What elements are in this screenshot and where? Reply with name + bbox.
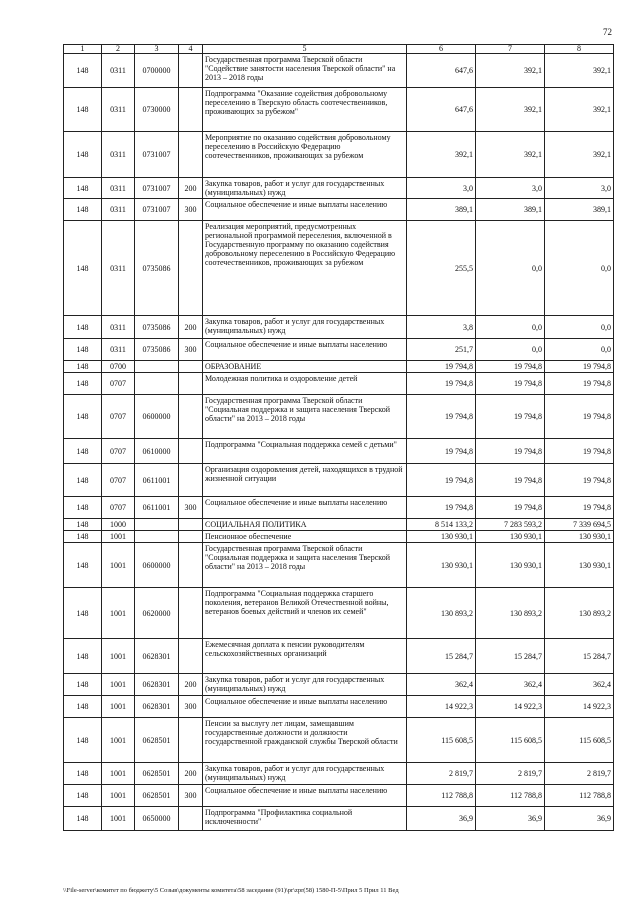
grbs-code-cell: 148	[64, 588, 102, 639]
expense-type-cell	[179, 464, 203, 497]
amount-2016-cell: 389,1	[407, 199, 476, 221]
amount-2018-cell: 392,1	[545, 132, 614, 178]
amount-2018-cell: 130 930,1	[545, 543, 614, 588]
table-row	[64, 54, 614, 88]
amount-2016-cell: 19 794,8	[407, 361, 476, 373]
section-code-cell: 1001	[102, 696, 135, 718]
section-code-cell: 1001	[102, 674, 135, 696]
expense-type-cell: 300	[179, 199, 203, 221]
amount-2018-cell: 2 819,7	[545, 763, 614, 785]
expense-type-cell	[179, 588, 203, 639]
item-name-cell: Ежемесячная доплата к пенсии руководителям сельскохозяйственных организаций	[203, 639, 407, 674]
target-article-cell: 0610000	[135, 439, 179, 464]
amount-2018-cell: 19 794,8	[545, 497, 614, 519]
expense-type-cell	[179, 132, 203, 178]
amount-2017-cell: 130 893,2	[476, 588, 545, 639]
grbs-code-cell: 148	[64, 531, 102, 543]
table-row	[64, 88, 614, 132]
amount-2016-cell: 3,0	[407, 178, 476, 199]
grbs-code-cell: 148	[64, 178, 102, 199]
amount-2017-cell: 0,0	[476, 339, 545, 361]
grbs-code-cell: 148	[64, 696, 102, 718]
amount-2018-cell: 19 794,8	[545, 395, 614, 439]
amount-2018-cell: 36,9	[545, 807, 614, 831]
grbs-code-cell: 148	[64, 316, 102, 339]
target-article-cell	[135, 373, 179, 395]
section-code-cell: 1001	[102, 531, 135, 543]
item-name-cell: Подпрограмма "Профилактика социальной исключенности"	[203, 807, 407, 831]
expense-type-cell: 300	[179, 785, 203, 807]
item-name-cell: Подпрограмма "Социальная поддержка семей с детьми"	[203, 439, 407, 464]
grbs-code-cell: 148	[64, 373, 102, 395]
target-article-cell: 0600000	[135, 395, 179, 439]
target-article-cell: 0628501	[135, 718, 179, 763]
expense-type-cell	[179, 373, 203, 395]
expense-type-cell	[179, 543, 203, 588]
table-row	[64, 543, 614, 588]
amount-2018-cell: 19 794,8	[545, 361, 614, 373]
section-code-cell: 1001	[102, 807, 135, 831]
header-cell: 6	[407, 45, 476, 54]
table-row	[64, 361, 614, 373]
target-article-cell: 0731007	[135, 132, 179, 178]
amount-2016-cell: 647,6	[407, 54, 476, 88]
table-row	[64, 519, 614, 531]
amount-2016-cell: 392,1	[407, 132, 476, 178]
item-name-cell: Закупка товаров, работ и услуг для государственных (муниципальных) нужд	[203, 178, 407, 199]
amount-2016-cell: 36,9	[407, 807, 476, 831]
header-cell: 4	[179, 45, 203, 54]
table-row	[64, 588, 614, 639]
item-name-cell: Социальное обеспечение и иные выплаты населению	[203, 785, 407, 807]
header-cell: 7	[476, 45, 545, 54]
amount-2016-cell: 130 930,1	[407, 531, 476, 543]
amount-2018-cell: 115 608,5	[545, 718, 614, 763]
section-code-cell: 1001	[102, 588, 135, 639]
amount-2018-cell: 0,0	[545, 316, 614, 339]
amount-2016-cell: 15 284,7	[407, 639, 476, 674]
header-cell: 1	[64, 45, 102, 54]
section-code-cell: 0707	[102, 439, 135, 464]
expense-type-cell: 200	[179, 178, 203, 199]
item-name-cell: Подпрограмма "Оказание содействия добровольному переселению в Тверскую область соотечественников, проживающих за рубежом"	[203, 88, 407, 132]
amount-2018-cell: 392,1	[545, 88, 614, 132]
item-name-cell: Молодежная политика и оздоровление детей	[203, 373, 407, 395]
item-name-cell: Государственная программа Тверской области "Содействие занятости населения Тверской области" на 2013 – 2018 годы	[203, 54, 407, 88]
item-name-cell: Подпрограмма "Социальная поддержка старшего поколения, ветеранов Великой Отечественной войны, ветеранов боевых действий и членов их семей"	[203, 588, 407, 639]
amount-2017-cell: 19 794,8	[476, 439, 545, 464]
expense-type-cell: 200	[179, 674, 203, 696]
table-row	[64, 339, 614, 361]
item-name-cell: Мероприятие по оказанию содействия добровольному переселению в Российскую Федерацию соотечественников, проживающих за рубежом	[203, 132, 407, 178]
grbs-code-cell: 148	[64, 543, 102, 588]
table-row	[64, 178, 614, 199]
target-article-cell: 0611001	[135, 497, 179, 519]
amount-2017-cell: 14 922,3	[476, 696, 545, 718]
amount-2016-cell: 3,8	[407, 316, 476, 339]
item-name-cell: Пенсии за выслугу лет лицам, замещавшим государственные должности и должности государственной гражданской службы Тверской области	[203, 718, 407, 763]
section-code-cell: 0311	[102, 339, 135, 361]
amount-2018-cell: 0,0	[545, 339, 614, 361]
item-name-cell: Пенсионное обеспечение	[203, 531, 407, 543]
amount-2016-cell: 19 794,8	[407, 464, 476, 497]
item-name-cell: Реализация мероприятий, предусмотренных региональной программой переселения, включенной в Государственную программу по оказанию содействия добровольному переселению в Российскую Федерацию соотечественников, проживающих за рубежом	[203, 221, 407, 316]
expense-type-cell: 300	[179, 339, 203, 361]
target-article-cell: 0620000	[135, 588, 179, 639]
amount-2018-cell: 15 284,7	[545, 639, 614, 674]
amount-2016-cell: 251,7	[407, 339, 476, 361]
amount-2018-cell: 19 794,8	[545, 464, 614, 497]
target-article-cell: 0600000	[135, 543, 179, 588]
target-article-cell: 0735086	[135, 316, 179, 339]
grbs-code-cell: 148	[64, 439, 102, 464]
amount-2018-cell: 362,4	[545, 674, 614, 696]
grbs-code-cell: 148	[64, 88, 102, 132]
target-article-cell: 0628301	[135, 696, 179, 718]
grbs-code-cell: 148	[64, 718, 102, 763]
item-name-cell: СОЦИАЛЬНАЯ ПОЛИТИКА	[203, 519, 407, 531]
file-path-footer: \\File-server\комитет по бюджету\5 Созыв\документы комитета\58 заседание (91)\pr\zpr(58) 1580-П-5\Прил 5 Прил 11 Вед	[63, 887, 399, 894]
amount-2017-cell: 392,1	[476, 132, 545, 178]
expense-type-cell	[179, 395, 203, 439]
amount-2016-cell: 14 922,3	[407, 696, 476, 718]
amount-2016-cell: 19 794,8	[407, 497, 476, 519]
grbs-code-cell: 148	[64, 132, 102, 178]
amount-2017-cell: 3,0	[476, 178, 545, 199]
grbs-code-cell: 148	[64, 54, 102, 88]
amount-2018-cell: 19 794,8	[545, 373, 614, 395]
section-code-cell: 0311	[102, 316, 135, 339]
amount-2016-cell: 130 893,2	[407, 588, 476, 639]
expense-type-cell: 200	[179, 763, 203, 785]
amount-2018-cell: 7 339 694,5	[545, 519, 614, 531]
target-article-cell: 0700000	[135, 54, 179, 88]
grbs-code-cell: 148	[64, 395, 102, 439]
amount-2016-cell: 362,4	[407, 674, 476, 696]
amount-2017-cell: 130 930,1	[476, 531, 545, 543]
amount-2017-cell: 0,0	[476, 316, 545, 339]
amount-2018-cell: 19 794,8	[545, 439, 614, 464]
section-code-cell: 0311	[102, 221, 135, 316]
amount-2018-cell: 112 788,8	[545, 785, 614, 807]
target-article-cell: 0611001	[135, 464, 179, 497]
amount-2017-cell: 2 819,7	[476, 763, 545, 785]
expense-type-cell	[179, 718, 203, 763]
grbs-code-cell: 148	[64, 763, 102, 785]
section-code-cell: 0700	[102, 361, 135, 373]
item-name-cell: Государственная программа Тверской области "Социальная поддержка и защита населения Тверской области" на 2013 – 2018 годы	[203, 543, 407, 588]
expense-type-cell	[179, 88, 203, 132]
grbs-code-cell: 148	[64, 674, 102, 696]
target-article-cell: 0735086	[135, 221, 179, 316]
grbs-code-cell: 148	[64, 221, 102, 316]
target-article-cell: 0735086	[135, 339, 179, 361]
table-row	[64, 316, 614, 339]
section-code-cell: 1001	[102, 639, 135, 674]
table-header-row	[64, 45, 614, 54]
amount-2017-cell: 19 794,8	[476, 497, 545, 519]
item-name-cell: Социальное обеспечение и иные выплаты населению	[203, 696, 407, 718]
amount-2016-cell: 19 794,8	[407, 439, 476, 464]
table-row	[64, 763, 614, 785]
target-article-cell: 0628301	[135, 674, 179, 696]
expense-type-cell	[179, 519, 203, 531]
target-article-cell: 0628501	[135, 785, 179, 807]
item-name-cell: Закупка товаров, работ и услуг для государственных (муниципальных) нужд	[203, 316, 407, 339]
grbs-code-cell: 148	[64, 497, 102, 519]
table-row	[64, 497, 614, 519]
amount-2017-cell: 36,9	[476, 807, 545, 831]
amount-2017-cell: 19 794,8	[476, 395, 545, 439]
expense-type-cell	[179, 639, 203, 674]
item-name-cell: Закупка товаров, работ и услуг для государственных (муниципальных) нужд	[203, 763, 407, 785]
expense-type-cell	[179, 807, 203, 831]
item-name-cell: Государственная программа Тверской области "Социальная поддержка и защита населения Тверской области" на 2013 – 2018 годы	[203, 395, 407, 439]
grbs-code-cell: 148	[64, 464, 102, 497]
item-name-cell: ОБРАЗОВАНИЕ	[203, 361, 407, 373]
section-code-cell: 0311	[102, 199, 135, 221]
amount-2016-cell: 255,5	[407, 221, 476, 316]
amount-2018-cell: 3,0	[545, 178, 614, 199]
table-row	[64, 674, 614, 696]
item-name-cell: Социальное обеспечение и иные выплаты населению	[203, 339, 407, 361]
table-row	[64, 807, 614, 831]
target-article-cell: 0731007	[135, 199, 179, 221]
section-code-cell: 0311	[102, 88, 135, 132]
amount-2017-cell: 115 608,5	[476, 718, 545, 763]
target-article-cell	[135, 519, 179, 531]
section-code-cell: 0311	[102, 132, 135, 178]
amount-2017-cell: 389,1	[476, 199, 545, 221]
grbs-code-cell: 148	[64, 785, 102, 807]
section-code-cell: 0707	[102, 464, 135, 497]
table-row	[64, 221, 614, 316]
section-code-cell: 1001	[102, 718, 135, 763]
grbs-code-cell: 148	[64, 339, 102, 361]
grbs-code-cell: 148	[64, 639, 102, 674]
section-code-cell: 0707	[102, 395, 135, 439]
section-code-cell: 1001	[102, 543, 135, 588]
amount-2018-cell: 14 922,3	[545, 696, 614, 718]
amount-2016-cell: 115 608,5	[407, 718, 476, 763]
target-article-cell: 0731007	[135, 178, 179, 199]
amount-2018-cell: 130 930,1	[545, 531, 614, 543]
table-row	[64, 132, 614, 178]
section-code-cell: 0311	[102, 54, 135, 88]
amount-2017-cell: 19 794,8	[476, 361, 545, 373]
target-article-cell: 0650000	[135, 807, 179, 831]
table-row	[64, 464, 614, 497]
table-row	[64, 639, 614, 674]
expense-type-cell: 300	[179, 497, 203, 519]
grbs-code-cell: 148	[64, 361, 102, 373]
table-row	[64, 531, 614, 543]
amount-2017-cell: 19 794,8	[476, 373, 545, 395]
item-name-cell: Социальное обеспечение и иные выплаты населению	[203, 199, 407, 221]
header-cell: 5	[203, 45, 407, 54]
amount-2016-cell: 8 514 133,2	[407, 519, 476, 531]
section-code-cell: 0707	[102, 497, 135, 519]
header-cell: 8	[545, 45, 614, 54]
page-number: 72	[603, 27, 612, 37]
amount-2017-cell: 392,1	[476, 54, 545, 88]
grbs-code-cell: 148	[64, 519, 102, 531]
section-code-cell: 0707	[102, 373, 135, 395]
target-article-cell: 0628301	[135, 639, 179, 674]
target-article-cell	[135, 361, 179, 373]
expense-type-cell: 200	[179, 316, 203, 339]
expense-type-cell	[179, 531, 203, 543]
amount-2018-cell: 389,1	[545, 199, 614, 221]
amount-2016-cell: 2 819,7	[407, 763, 476, 785]
expense-type-cell: 300	[179, 696, 203, 718]
amount-2018-cell: 392,1	[545, 54, 614, 88]
amount-2016-cell: 19 794,8	[407, 373, 476, 395]
table-row	[64, 785, 614, 807]
amount-2017-cell: 19 794,8	[476, 464, 545, 497]
section-code-cell: 1001	[102, 785, 135, 807]
header-cell: 3	[135, 45, 179, 54]
grbs-code-cell: 148	[64, 199, 102, 221]
expense-type-cell	[179, 54, 203, 88]
item-name-cell: Закупка товаров, работ и услуг для государственных (муниципальных) нужд	[203, 674, 407, 696]
amount-2016-cell: 647,6	[407, 88, 476, 132]
amount-2017-cell: 112 788,8	[476, 785, 545, 807]
amount-2017-cell: 362,4	[476, 674, 545, 696]
table-row	[64, 718, 614, 763]
table-row	[64, 395, 614, 439]
table-row	[64, 696, 614, 718]
grbs-code-cell: 148	[64, 807, 102, 831]
amount-2016-cell: 112 788,8	[407, 785, 476, 807]
table-row	[64, 373, 614, 395]
amount-2017-cell: 7 283 593,2	[476, 519, 545, 531]
amount-2017-cell: 392,1	[476, 88, 545, 132]
amount-2017-cell: 0,0	[476, 221, 545, 316]
amount-2017-cell: 15 284,7	[476, 639, 545, 674]
header-cell: 2	[102, 45, 135, 54]
amount-2017-cell: 130 930,1	[476, 543, 545, 588]
amount-2016-cell: 19 794,8	[407, 395, 476, 439]
expense-type-cell	[179, 439, 203, 464]
amount-2016-cell: 130 930,1	[407, 543, 476, 588]
expense-type-cell	[179, 221, 203, 316]
section-code-cell: 0311	[102, 178, 135, 199]
expense-type-cell	[179, 361, 203, 373]
table-row	[64, 199, 614, 221]
table-row	[64, 439, 614, 464]
target-article-cell: 0730000	[135, 88, 179, 132]
section-code-cell: 1000	[102, 519, 135, 531]
section-code-cell: 1001	[102, 763, 135, 785]
item-name-cell: Социальное обеспечение и иные выплаты населению	[203, 497, 407, 519]
amount-2018-cell: 0,0	[545, 221, 614, 316]
amount-2018-cell: 130 893,2	[545, 588, 614, 639]
target-article-cell	[135, 531, 179, 543]
item-name-cell: Организация оздоровления детей, находящихся в трудной жизненной ситуации	[203, 464, 407, 497]
target-article-cell: 0628501	[135, 763, 179, 785]
budget-table	[63, 44, 614, 831]
